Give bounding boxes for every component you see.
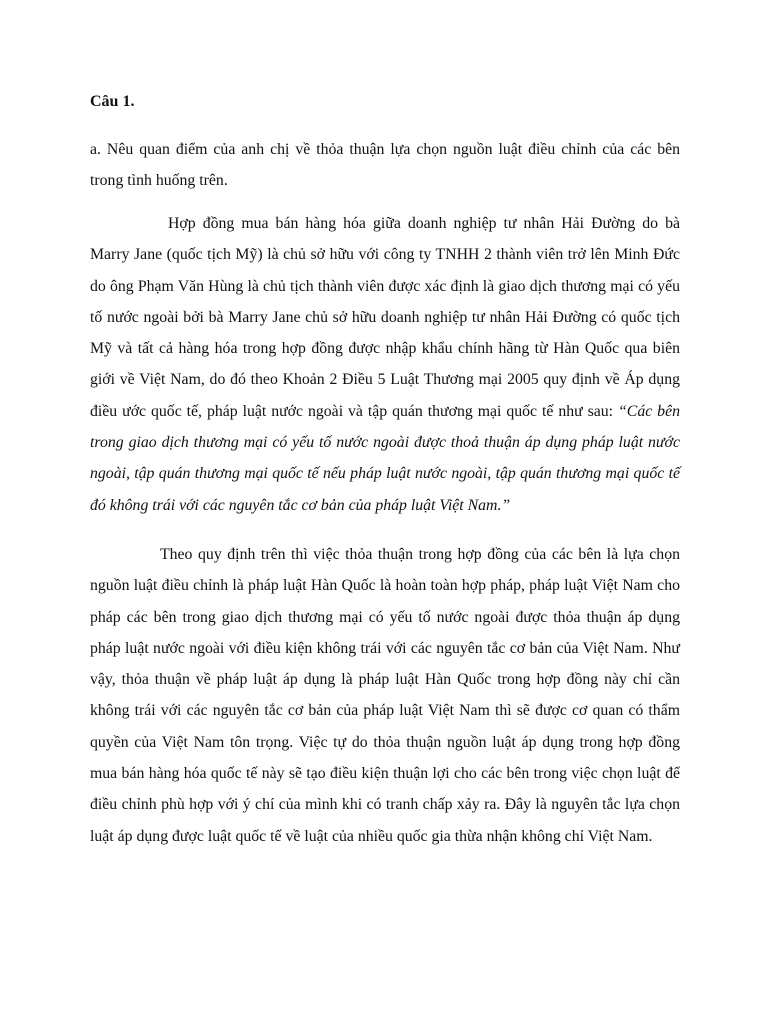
paragraph-conclusion: Theo quy định trên thì việc thỏa thuận trong hợp đồng của các bên là lựa chọn nguồn luật điều chỉnh là pháp luật Hàn Quốc là hoàn toàn hợp pháp, pháp luật Việt Nam cho pháp các bên trong giao dịch thương mại có yếu tố nước ngoài được thỏa thuận áp dụng pháp luật nước ngoài với điều kiện không trái với các nguyên tắc cơ bản của Việt Nam. Như vậy, thỏa thuận về pháp luật áp dụng là pháp luật Hàn Quốc trong hợp đồng này chỉ cần không trái với các nguyên tắc cơ bản của pháp luật Việt Nam thì sẽ được cơ quan có thẩm quyền của Việt Nam tôn trọng. Việc tự do thỏa thuận nguồn luật áp dụng trong hợp đồng mua bán hàng hóa quốc tế này sẽ tạo điều kiện thuận lợi cho các bên trong việc chọn luật để điều chỉnh phù hợp với ý chí của mình khi có tranh chấp xảy ra. Đây là nguyên tắc lựa chọn luật áp dụng được luật quốc tế về luật của nhiều quốc gia thừa nhận không chỉ Việt Nam. <box>90 545 680 845</box>
paragraph-analysis <box>90 208 680 521</box>
paragraph-analysis-text: Hợp đồng mua bán hàng hóa giữa doanh nghiệp tư nhân Hải Đường do bà Marry Jane (quốc tịch Mỹ) là chủ sở hữu với công ty TNHH 2 thành viên trở lên Minh Đức do ông Phạm Văn Hùng là chủ tịch thành viên được xác định là giao dịch thương mại có yếu tố nước ngoài bởi bà Marry Jane chủ sở hữu doanh nghiệp tư nhân Hải Đường có quốc tịch Mỹ và tất cả hàng hóa trong hợp đồng được nhập khẩu chính hãng từ Hàn Quốc qua biên giới về Việt Nam, do đó theo Khoản 2 Điều 5 Luật Thương mại 2005 quy định về Áp dụng điều ước quốc tế, pháp luật nước ngoài và tập quán thương mại quốc tế như sau: <box>90 215 680 420</box>
legal-quote: “Các bên trong giao dịch thương mại có yếu tố nước ngoài được thoả thuận áp dụng pháp luật nước ngoài, tập quán thương mại quốc tế nếu pháp luật nước ngoài, tập quán thương mại quốc tế đó không trái với các nguyên tắc cơ bản của pháp luật Việt Nam.” <box>90 402 680 514</box>
document-page <box>90 88 680 870</box>
question-prompt: a. Nêu quan điểm của anh chị về thỏa thuận lựa chọn nguồn luật điều chỉnh của các bên trong tình huống trên. <box>90 141 680 189</box>
question-heading: Câu 1. <box>90 93 135 110</box>
